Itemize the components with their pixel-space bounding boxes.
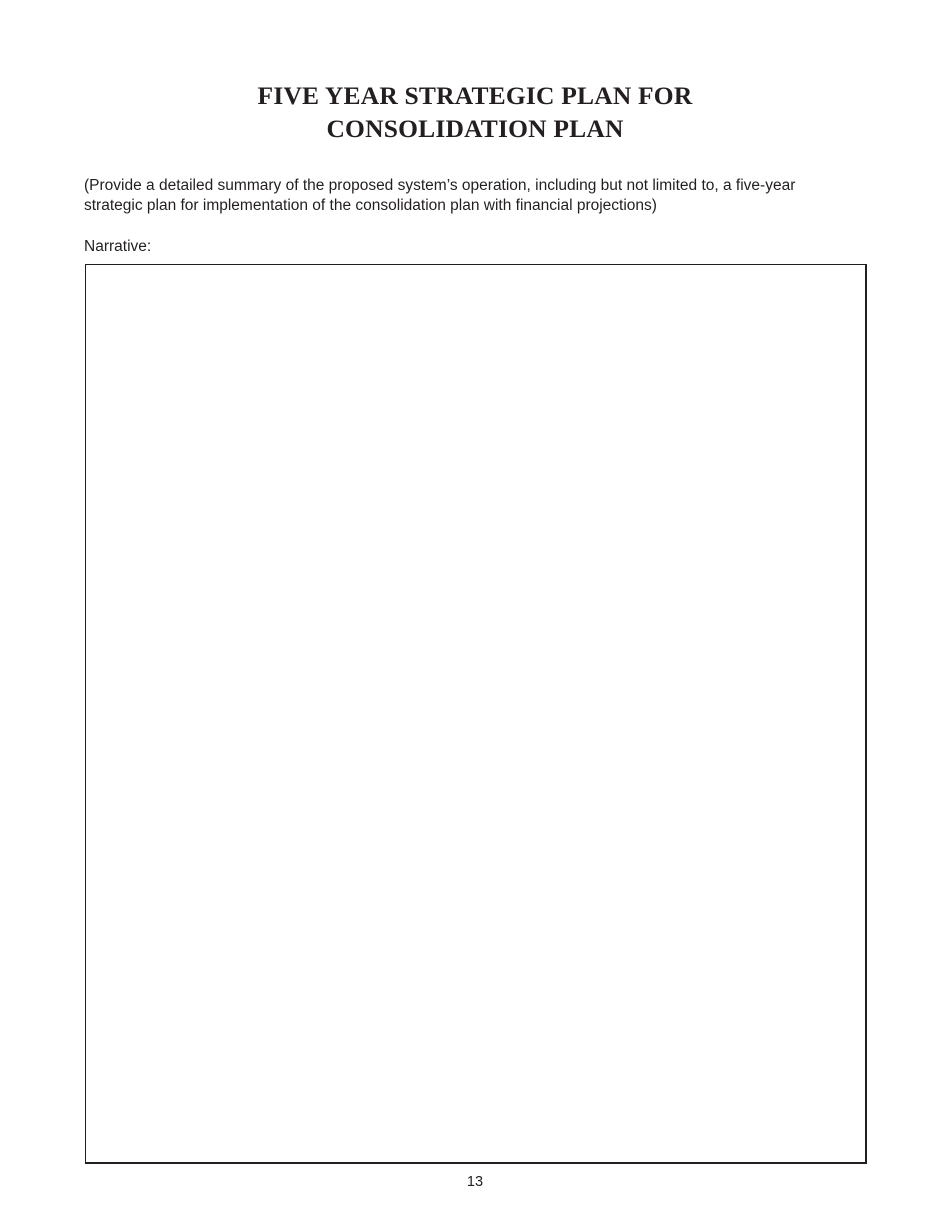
instructions-line-1: (Provide a detailed summary of the proposed system’s operation, including but not limited to, a five-year [84, 177, 796, 194]
instructions-text [84, 176, 884, 216]
instructions-line-2: strategic plan for implementation of the consolidation plan with financial projections) [84, 197, 657, 214]
narrative-label: Narrative: [84, 238, 152, 255]
page-title-line-2: CONSOLIDATION PLAN [326, 114, 624, 143]
narrative-input-box[interactable] [85, 264, 867, 1164]
page-title [0, 79, 950, 145]
page-number: 13 [466, 1174, 484, 1190]
page-title-line-1: FIVE YEAR STRATEGIC PLAN FOR [257, 81, 693, 110]
